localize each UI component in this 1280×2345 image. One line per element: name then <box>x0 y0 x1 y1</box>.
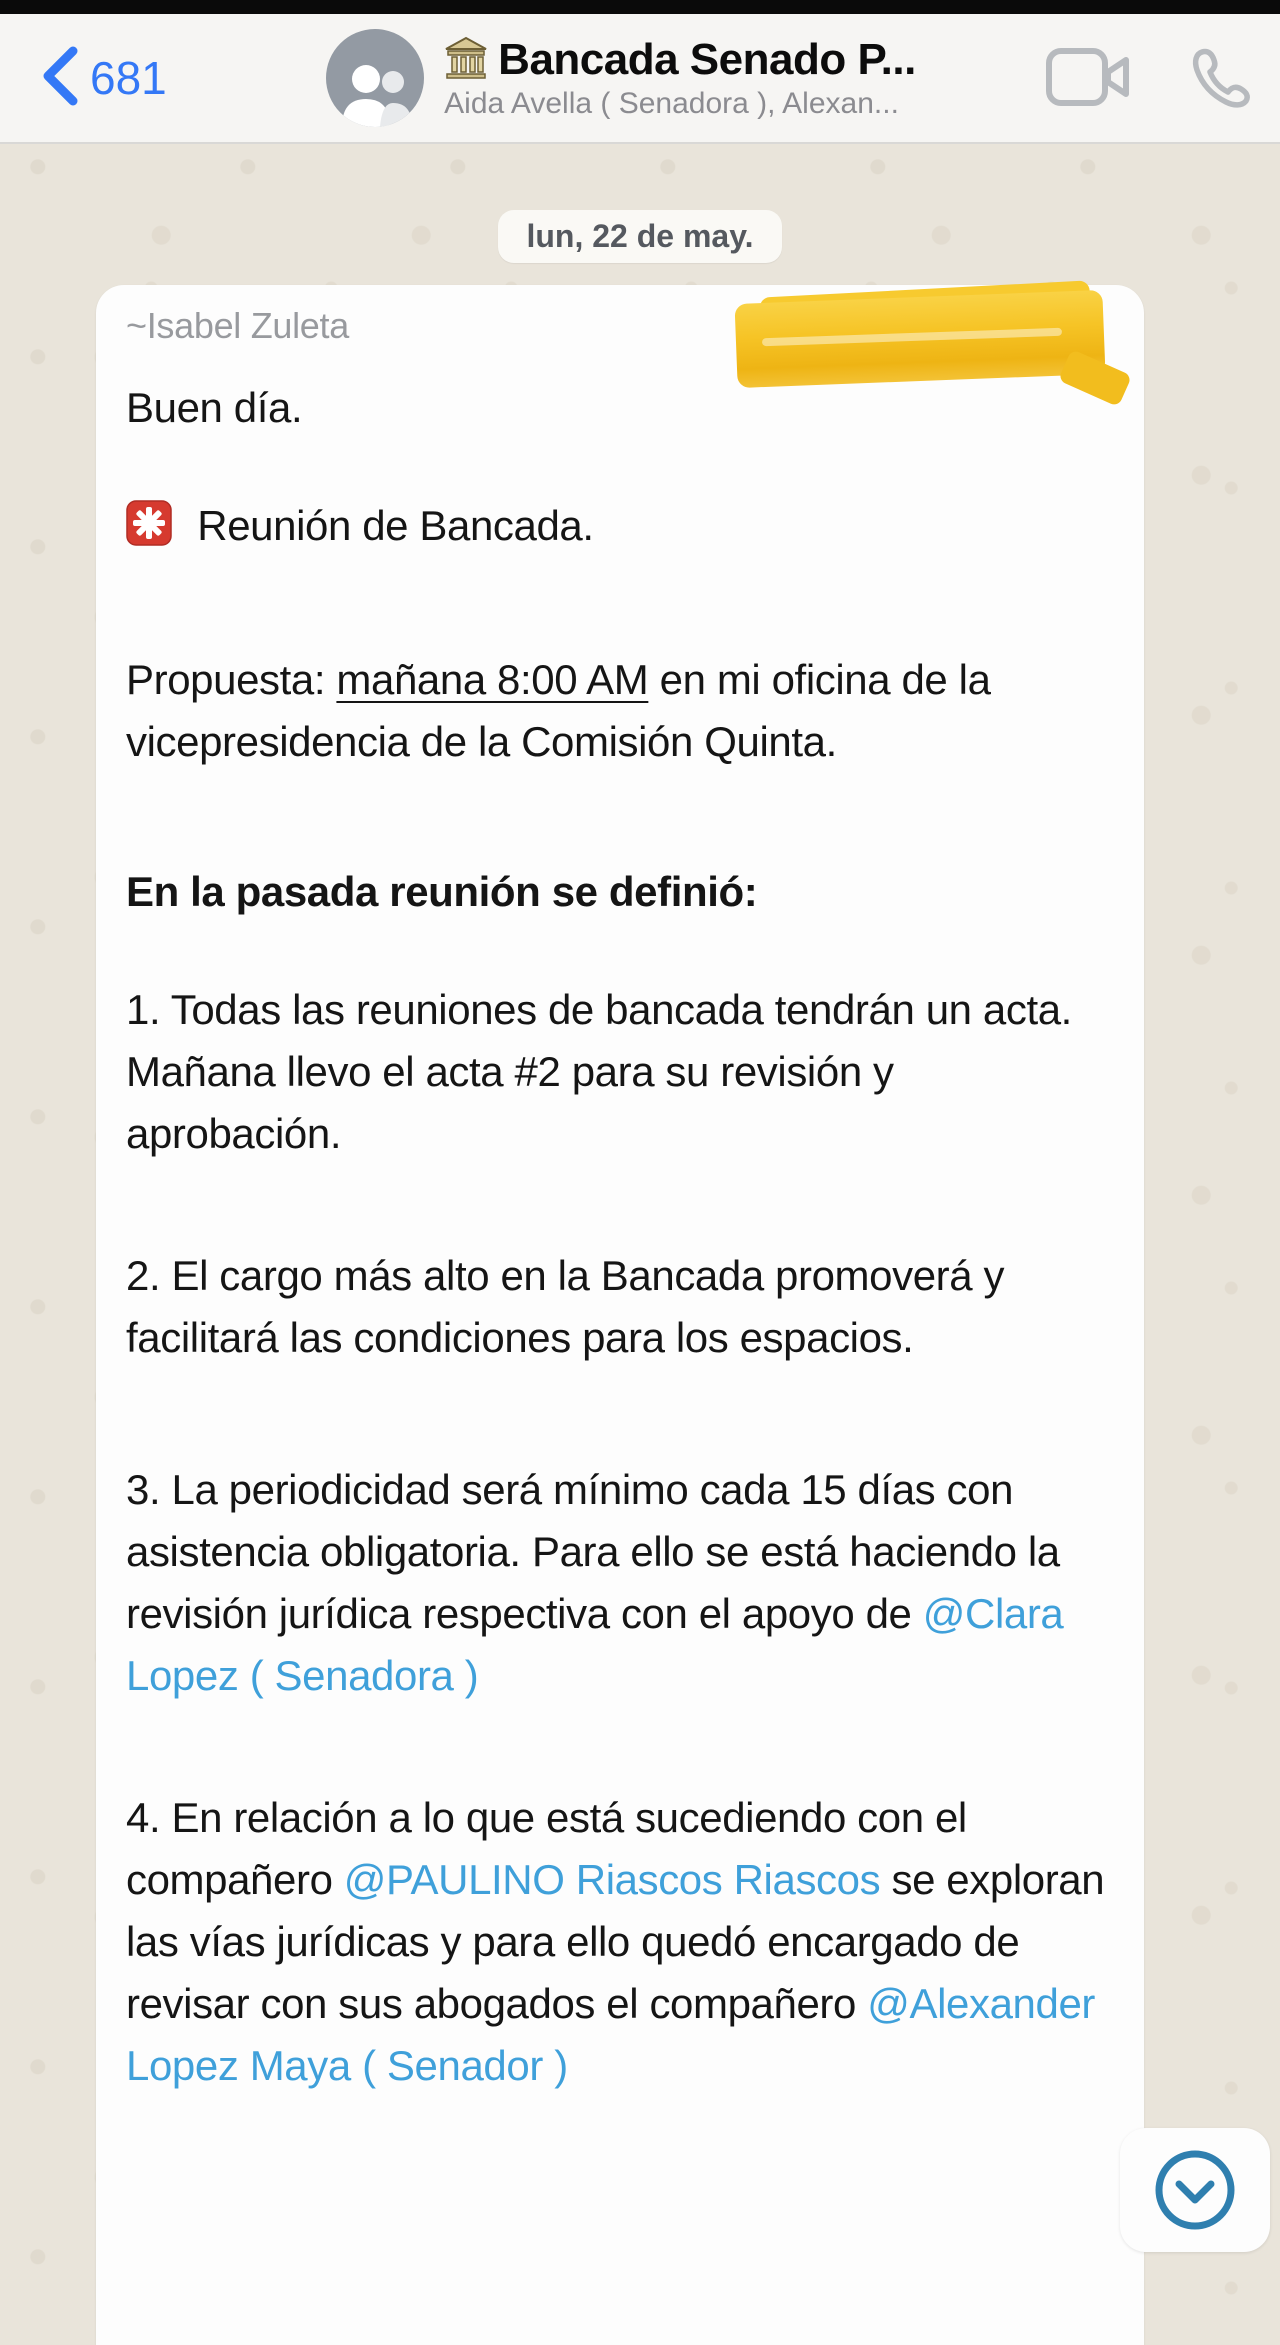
sender-name: ~Isabel Zuleta <box>126 305 349 346</box>
redaction-highlight <box>732 287 1132 397</box>
message-paragraph <box>126 495 1114 557</box>
message-paragraph <box>126 1245 1114 1369</box>
text-segment: 2. El cargo más alto en la Bancada promoverá y facilitará las condiciones para los espacios. <box>126 1252 1005 1361</box>
incoming-message-bubble <box>96 285 1144 2345</box>
red-star-emoji <box>126 500 172 546</box>
phone-icon <box>1190 46 1252 108</box>
text-segment: se exploran las vías jurídicas y para ello quedó encargado de revisar con sus abogados el compañero <box>126 1856 1105 2027</box>
datetime-link[interactable]: mañana 8:00 AM <box>336 656 649 703</box>
message-paragraph <box>126 1459 1114 1707</box>
scroll-to-bottom-button[interactable] <box>1120 2128 1270 2252</box>
message-body <box>126 377 1114 2097</box>
video-call-button[interactable] <box>1046 48 1132 109</box>
unread-count-label: 681 <box>90 52 167 104</box>
chat-area <box>0 144 1280 2345</box>
text-segment: Buen día. <box>126 384 303 431</box>
mention-link[interactable]: @PAULINO Riascos Riascos <box>343 1856 881 1903</box>
classical-building-emoji <box>444 36 488 85</box>
message-paragraph <box>126 861 1114 923</box>
status-bar <box>0 0 1280 14</box>
text-segment: Reunión de Bancada. <box>186 502 594 549</box>
chat-title: Bancada Senado P... <box>498 35 916 84</box>
text-segment: 1. Todas las reuniones de bancada tendrán un acta. Mañana llevo el acta #2 para su revisión y aprobación. <box>126 986 1072 1157</box>
mention-link[interactable]: @Clara Lopez ( Senadora ) <box>126 1590 1064 1699</box>
voice-call-button[interactable] <box>1190 46 1252 111</box>
text-segment: en mi oficina de la vicepresidencia de la Comisión Quinta. <box>126 656 991 765</box>
chevron-down-icon <box>1150 2145 1240 2235</box>
chat-participants: Aida Avella ( Senadora ), Alexan... <box>444 87 899 120</box>
message-paragraph <box>126 979 1114 1165</box>
group-avatar[interactable] <box>326 29 424 127</box>
chat-titles <box>444 35 916 121</box>
chat-info[interactable] <box>220 29 1022 127</box>
header-actions <box>1022 46 1252 111</box>
mention-link[interactable]: @Alexander Lopez Maya ( Senador ) <box>126 1980 1095 2089</box>
text-segment: Propuesta: <box>126 656 337 703</box>
message-paragraph <box>126 649 1114 773</box>
chevron-left-icon <box>40 45 80 112</box>
back-button[interactable] <box>40 45 220 112</box>
message-paragraph <box>126 1787 1114 2097</box>
date-separator: lun, 22 de may. <box>498 210 781 263</box>
text-segment: En la pasada reunión se definió: <box>126 868 758 915</box>
text-segment: 4. En relación a lo que está sucediendo con el compañero <box>126 1794 967 1903</box>
video-camera-icon <box>1046 48 1132 106</box>
chat-header <box>0 14 1280 144</box>
text-segment: 3. La periodicidad será mínimo cada 15 días con asistencia obligatoria. Para ello se está haciendo la revisión jurídica respectiva con el apoyo de <box>126 1466 1060 1637</box>
two-people-icon <box>336 57 414 127</box>
